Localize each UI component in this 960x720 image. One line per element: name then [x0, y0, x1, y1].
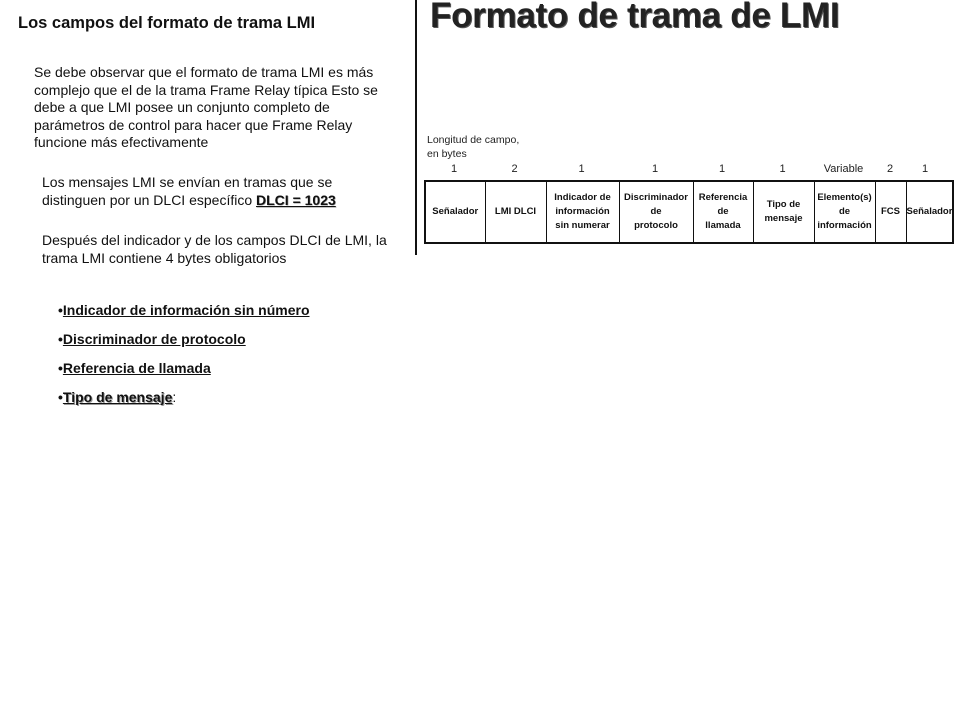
- dlci-paragraph-text: Los mensajes LMI se envían en tramas que se distinguen por un DLCI específico: [42, 174, 333, 208]
- frame-fields-row: [425, 181, 953, 243]
- field-indicador-informacion: Indicador de información sin numerar: [546, 181, 619, 243]
- field-length: 1: [651, 163, 659, 175]
- field-length-label-line2: en bytes: [427, 148, 467, 160]
- field-length-label-line1: Longitud de campo,: [427, 134, 520, 146]
- field-lmi-dlci: LMI DLCI: [485, 181, 546, 243]
- page-title: Los campos del formato de trama LMI: [18, 14, 316, 32]
- mandatory-bytes-paragraph: Después del indicador y de los campos DLCI de LMI, la trama LMI contiene 4 bytes obligatorios: [42, 232, 387, 266]
- bullet: •: [58, 331, 63, 347]
- bullet: •: [58, 302, 63, 318]
- field-length: 1: [779, 163, 786, 175]
- list-item[interactable]: [58, 358, 310, 387]
- list-item[interactable]: [58, 387, 310, 416]
- field-tipo-mensaje: Tipo de mensaje: [753, 181, 814, 243]
- field-length: 2: [511, 163, 518, 175]
- field-discriminador-protocolo: Discriminador de protocolo: [619, 181, 693, 243]
- list-item[interactable]: [58, 329, 310, 358]
- field-length: 1: [450, 163, 458, 175]
- list-item-link[interactable]: Indicador de información sin número: [62, 302, 310, 318]
- field-length: 1: [921, 163, 929, 175]
- mandatory-fields-list: [58, 300, 310, 416]
- list-item-suffix: :: [172, 389, 177, 405]
- field-length: Variable: [823, 163, 864, 175]
- field-elementos-informacion: Elemento(s) de información: [814, 181, 875, 243]
- field-length: 1: [718, 163, 726, 175]
- dlci-paragraph: [42, 174, 392, 209]
- field-lengths-row: [424, 163, 944, 175]
- field-fcs: FCS: [875, 181, 906, 243]
- field-referencia-llamada: Referencia de llamada: [693, 181, 753, 243]
- bullet: •: [58, 389, 63, 405]
- field-length-label: [427, 133, 519, 161]
- field-length: 1: [578, 163, 585, 175]
- field-length: 2: [886, 163, 894, 175]
- intro-paragraph: Se debe observar que el formato de trama LMI es más complejo que el de la trama Frame Relay típica Esto se debe a que LMI posee un conjunto completo de parámetros de control para hacer que Frame Relay funcione más efectivamente: [34, 64, 378, 150]
- list-item-link[interactable]: Referencia de llamada: [62, 360, 211, 376]
- list-item-link[interactable]: Tipo de mensaje: [62, 389, 173, 405]
- bullet: •: [58, 360, 63, 376]
- column-divider: [415, 0, 417, 255]
- list-item-link[interactable]: Discriminador de protocolo: [62, 331, 246, 347]
- lmi-frame-diagram: [424, 180, 954, 244]
- field-senalador-start: Señalador: [425, 181, 485, 243]
- dlci-highlight: DLCI = 1023: [256, 191, 336, 208]
- figure-title: Formato de trama de LMI: [430, 0, 840, 35]
- list-item[interactable]: [58, 300, 310, 329]
- field-senalador-end: Señalador: [906, 181, 953, 243]
